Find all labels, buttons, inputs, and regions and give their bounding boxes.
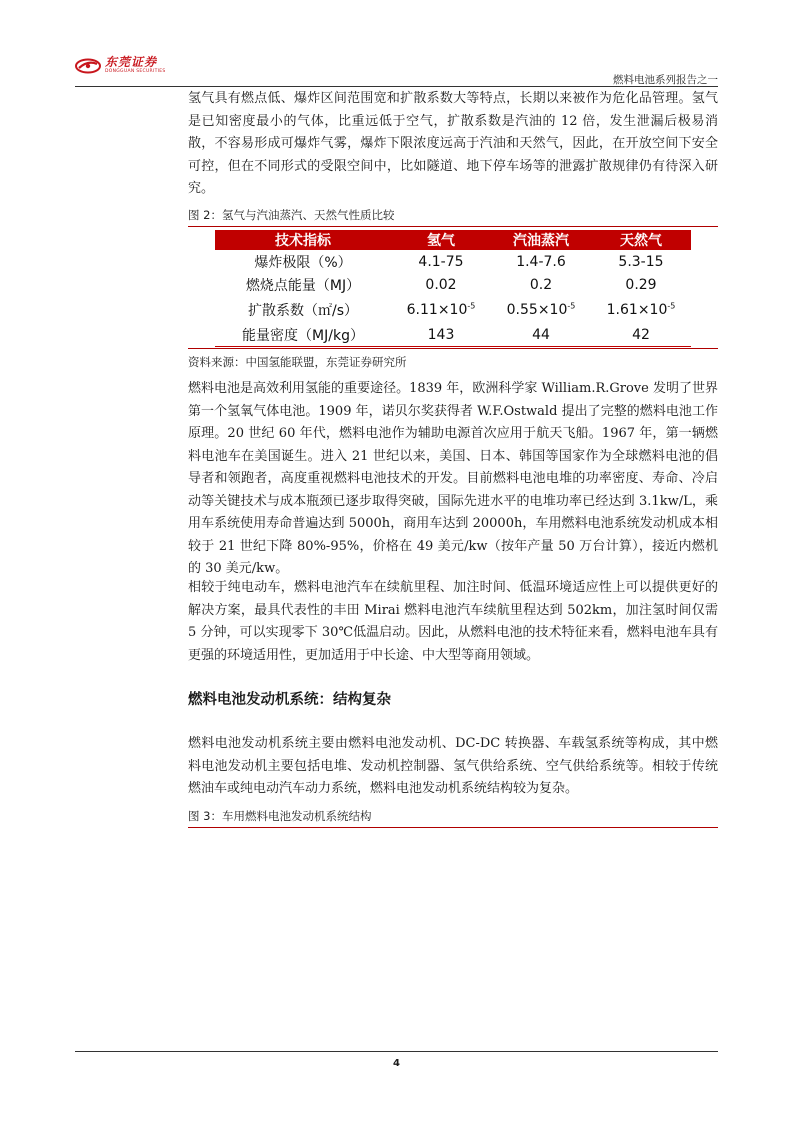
- gas-comparison-table: [215, 230, 691, 347]
- report-series-title: 燃料电池系列报告之一: [613, 74, 718, 86]
- figure-2-bottom-rule: [188, 348, 718, 349]
- table-row: [215, 323, 691, 347]
- cell-gasoline: $0.55\times 10^{-5}$: [506, 300, 576, 318]
- cell-hydrogen: 143: [391, 323, 491, 347]
- row-metric-explosion-limit: 爆炸极限（%）: [254, 254, 352, 271]
- figure-3-caption: 图 3：车用燃料电池发动机系统结构: [188, 809, 372, 823]
- company-logo: [75, 56, 166, 75]
- cell-hydrogen: 0.02: [425, 276, 457, 293]
- logo-english-name: DONGGUAN SECURITIES: [105, 69, 166, 74]
- logo-chinese-name: 东莞证券: [105, 55, 158, 69]
- table-row: [215, 250, 691, 273]
- section-heading: 燃料电池发动机系统：结构复杂: [188, 692, 391, 708]
- column-header-natural-gas: 天然气: [591, 230, 691, 250]
- column-header-gasoline-vapor: 汽油蒸汽: [491, 230, 591, 250]
- paragraph-fuel-cell-history: 燃料电池是高效利用氢能的重要途径。1839 年，欧洲科学家 William.R.Grove 发明了世界第一个氢氧气体电池。1909 年，诺贝尔奖获得者 W.F.Ostwald 提出了完整的燃料电池工作原理。20 世纪 60 年代，燃料电池作为辅助电源首次应用于航天飞船。1967 年，第一辆燃料电池车在美国诞生。进入 21 世纪以来，美国、日本、韩国等国家作为全球燃料电池的倡导者和领跑者，高度重视燃料电池技术的开发。目前燃料电池电堆的功率密度、寿命、冷启动等关键技术与成本瓶颈已逐步取得突破，国际先进水平的电堆功率已经达到 3.1kw/L，乘用车系统使用寿命普遍达到 5000h，商用车达到 20000h，车用燃料电池系统发动机成本相较于 21 世纪下降 80%-95%，价格在 49 美元/kw（按年产量 50 万台计算），接近内燃机的 30 美元/kw。: [188, 381, 718, 576]
- table-row: [215, 296, 691, 323]
- table-row: [215, 273, 691, 296]
- row-metric-diffusion-coefficient: 扩散系数（㎡/s）: [247, 302, 358, 319]
- paragraph-hydrogen-safety: 氢气具有燃点低、爆炸区间范围宽和扩散系数大等特点，长期以来被作为危化品管理。氢气是已知密度最小的气体，比重远低于空气，扩散系数是汽油的 12 倍，发生泄漏后极易消散，不容易形成可爆炸气雾，爆炸下限浓度远高于汽油和天然气，因此，在开放空间下安全可控，但在不同形式的受限空间中，比如隧道、地下停车场等的泄露扩散规律仍有待深入研究。: [188, 91, 718, 196]
- row-metric-energy-density: 能量密度（MJ/kg）: [215, 323, 391, 347]
- column-header-hydrogen: 氢气: [391, 230, 491, 250]
- cell-natural-gas: 42: [591, 323, 691, 347]
- figure-3-top-rule: [188, 827, 718, 828]
- cell-hydrogen: $6.11\times 10^{-5}$: [406, 300, 476, 318]
- page-header: [75, 52, 718, 88]
- paragraph-engine-system: 燃料电池发动机系统主要由燃料电池发动机、DC-DC 转换器、车载氢系统等构成，其中燃料电池发动机主要包括电堆、发动机控制器、氢气供给系统、空气供给系统等。相较于传统燃油车或纯电动汽车动力系统，燃料电池发动机系统结构较为复杂。: [188, 736, 718, 796]
- logo-emblem-icon: [75, 58, 101, 74]
- cell-gasoline: 1.4-7.6: [516, 253, 566, 270]
- figure-2-source: 资料来源：中国氢能联盟，东莞证券研究所: [188, 355, 407, 369]
- figure-2-caption: 图 2：氢气与汽油蒸汽、天然气性质比较: [188, 208, 395, 222]
- cell-hydrogen: 4.1-75: [418, 253, 464, 270]
- footer-divider: [75, 1051, 718, 1052]
- column-header-metric: 技术指标: [215, 230, 391, 250]
- paragraph-fcev-advantages: 相较于纯电动车，燃料电池汽车在续航里程、加注时间、低温环境适应性上可以提供更好的解决方案，最具代表性的丰田 Mirai 燃料电池汽车续航里程达到 502km，加注氢时间仅需 5 分钟，可以实现零下 30℃低温启动。因此，从燃料电池的技术特征来看，燃料电池车具有更强的环境适用性，更加适用于中长途、中大型等商用领域。: [188, 580, 718, 663]
- row-metric-ignition-energy: 燃烧点能量（MJ）: [245, 277, 361, 294]
- page-number: 4: [393, 1058, 400, 1069]
- cell-natural-gas: 5.3-15: [618, 253, 664, 270]
- cell-gasoline: 0.2: [529, 276, 553, 293]
- figure-2-top-rule: [188, 226, 718, 227]
- cell-natural-gas: $1.61\times 10^{-5}$: [606, 300, 676, 318]
- cell-gasoline: 44: [491, 323, 591, 347]
- cell-natural-gas: 0.29: [625, 276, 657, 293]
- header-divider: [75, 86, 718, 87]
- table-header-row: [215, 230, 691, 250]
